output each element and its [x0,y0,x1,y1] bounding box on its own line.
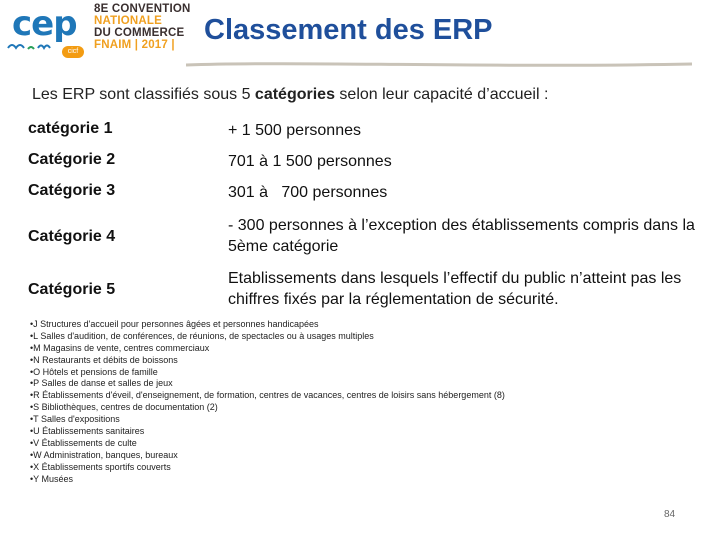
list-item: •X Établissements sportifs couverts [30,461,171,472]
list-item: •L Salles d'audition, de conférences, de réunions, de spectacles ou à usages multiples [30,330,374,341]
cep-logo-text: cep [12,4,77,44]
cicf-badge: cicf [62,46,84,58]
list-item: •T Salles d'expositions [30,414,120,425]
page-title: Classement des ERP [204,14,493,46]
intro-text-start: Les ERP sont classifiés sous 5 [32,86,255,103]
convention-line-2: NATIONALE [94,15,163,27]
list-item: •W Administration, banques, bureaux [30,449,178,460]
intro-text [32,86,548,104]
page-number: 84 [664,509,676,520]
convention-line-1: 8E CONVENTION [94,3,191,15]
category-2-desc: 701 à 1 500 personnes [228,153,392,170]
list-item: •P Salles de danse et salles de jeux [30,378,173,389]
intro-text-bold: catégories [254,86,335,103]
intro-text-end: selon leur capacité d’accueil : [334,86,549,103]
cep-logo [6,4,86,56]
list-item: •V Établissements de culte [30,437,137,448]
cep-logo-mark-icon [6,40,62,54]
list-item: •S Bibliothèques, centres de documentation (2) [30,402,218,413]
category-3-label: Catégorie 3 [28,182,116,199]
list-item: •O Hôtels et pensions de famille [30,366,158,377]
list-item: •N Restaurants et débits de boissons [30,354,178,365]
category-5-desc: Etablissements dans lesquels l’effectif du public n’atteint pas les chiffres fixés par la réglementation de sécurité. [228,270,682,308]
erp-types-list [30,319,505,485]
category-3-desc: 301 à 700 personnes [228,184,388,201]
list-item: •J Structures d'accueil pour personnes âgées et personnes handicapées [30,319,319,329]
convention-line-4: FNAIM | 2017 | [94,39,175,51]
category-4-desc: - 300 personnes à l’exception des établissements compris dans la 5ème catégorie [228,217,695,255]
convention-line-3: DU COMMERCE [94,27,185,39]
list-item: •M Magasins de vente, centres commerciaux [30,342,210,353]
category-1-label: catégorie 1 [28,120,113,137]
list-item: •R Établissements d'éveil, d'enseignement, de formation, centres de vacances, centres de loisirs sans hébergement (8) [30,390,505,401]
list-item: •Y Musées [30,473,74,484]
category-4-label: Catégorie 4 [28,228,116,245]
title-underline [186,60,692,70]
list-item: •U Établissements sanitaires [30,426,145,437]
category-5-label: Catégorie 5 [28,281,116,298]
category-2-label: Catégorie 2 [28,151,116,168]
convention-logo [94,3,191,59]
category-1-desc: + 1 500 personnes [228,122,361,139]
